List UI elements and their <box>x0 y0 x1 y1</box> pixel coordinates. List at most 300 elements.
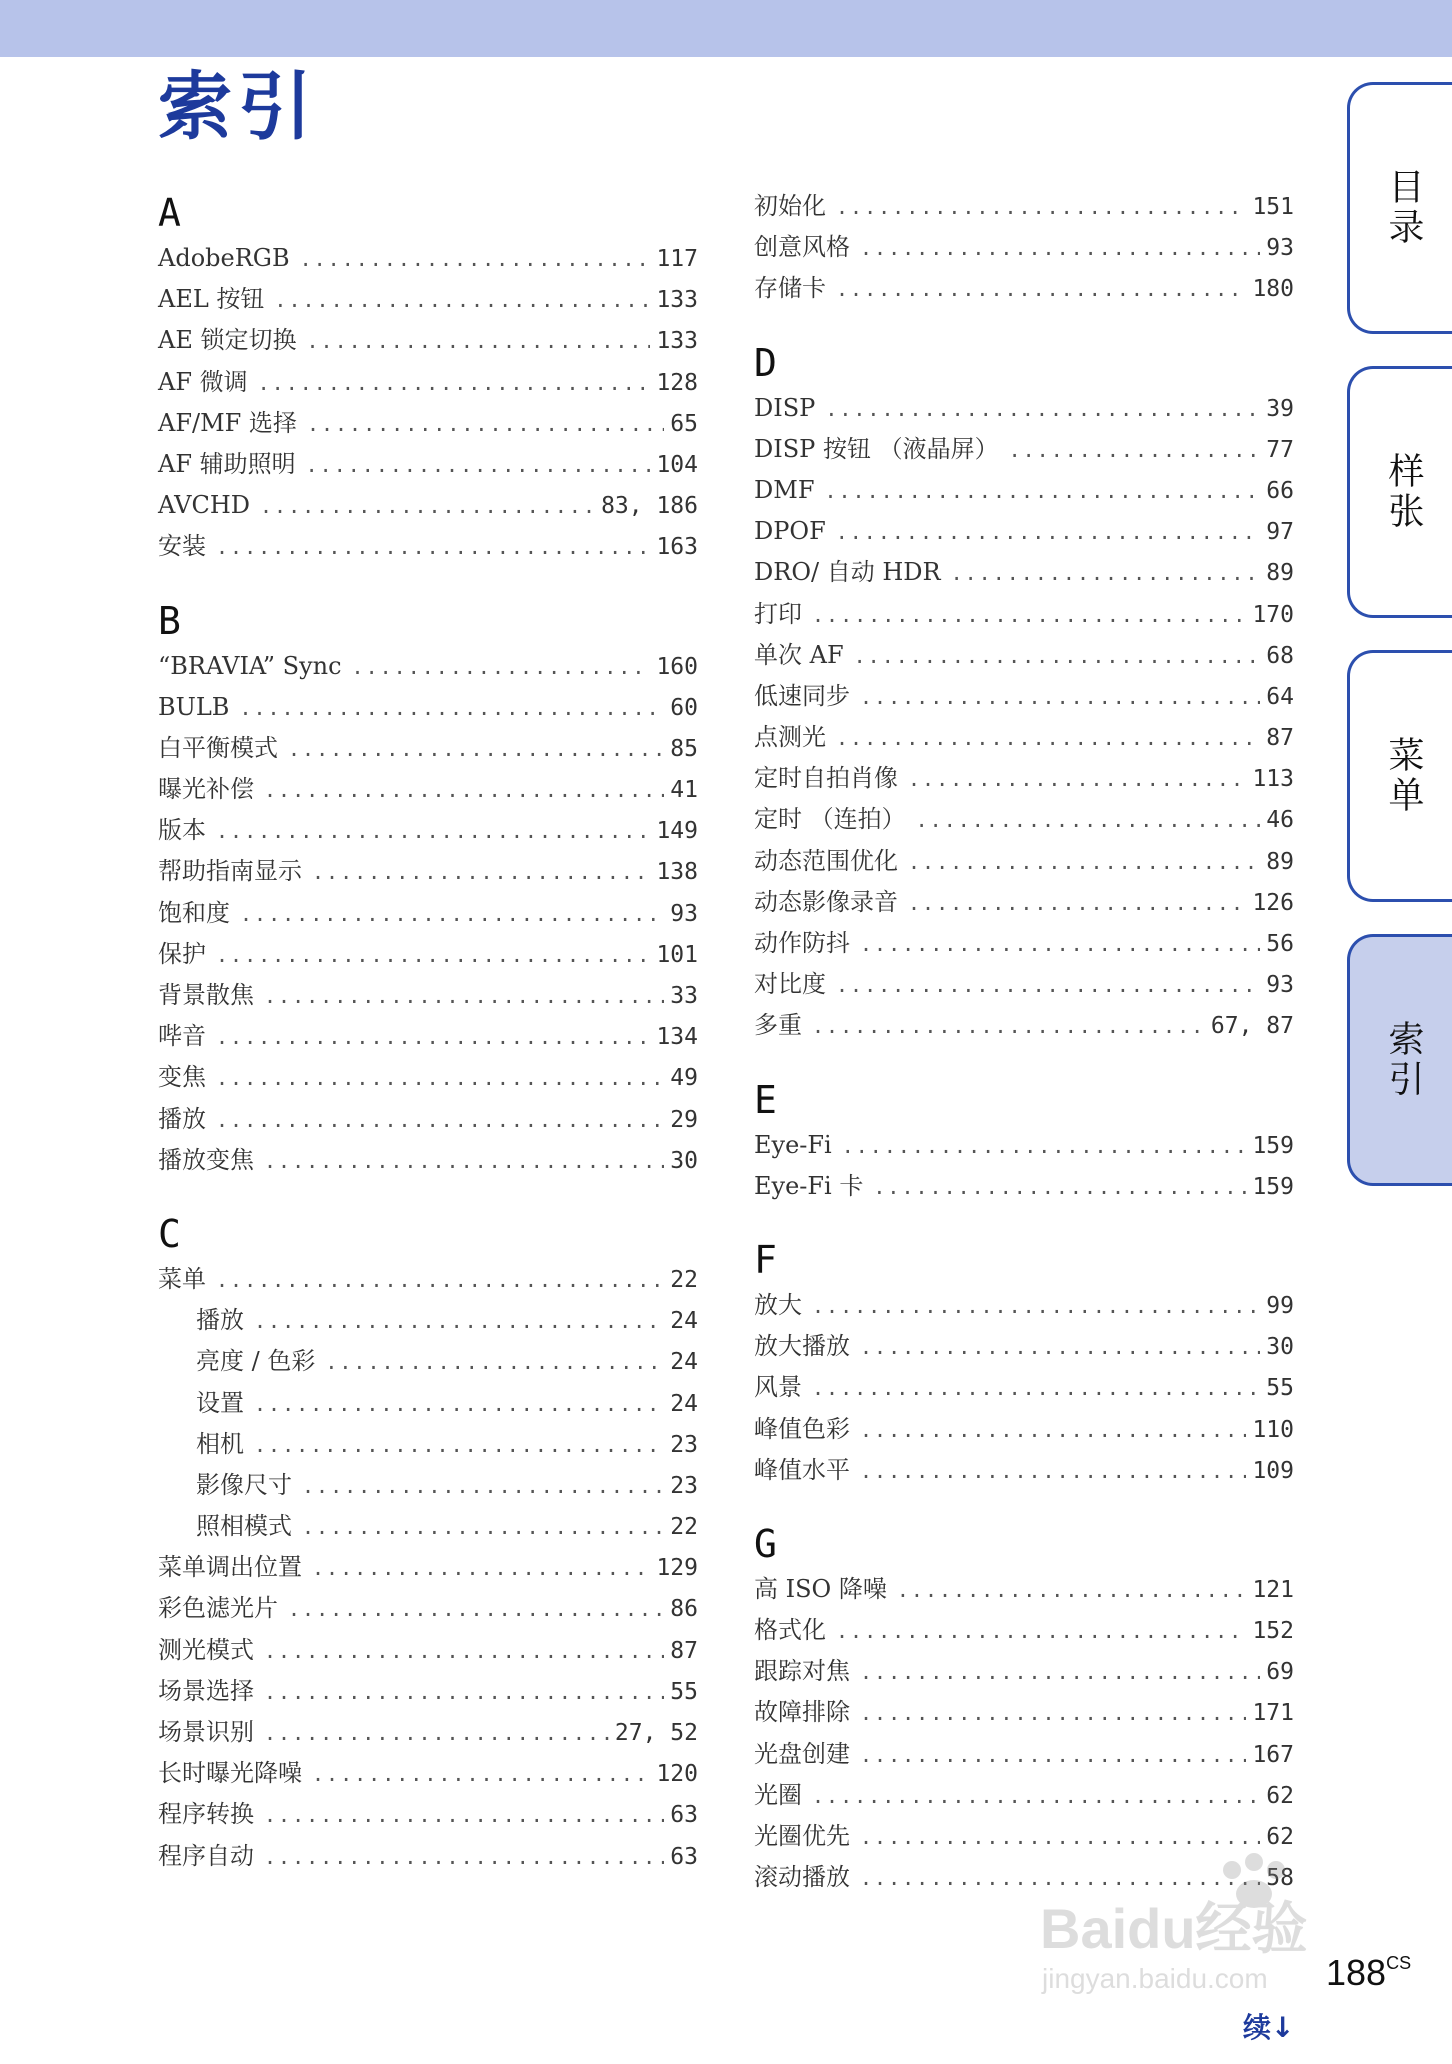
index-term: 定时 （连拍） <box>754 805 906 834</box>
index-term: 播放变焦 <box>158 1145 254 1174</box>
index-entry[interactable] <box>158 975 698 1016</box>
index-entry[interactable] <box>754 1569 1294 1610</box>
dot-leader <box>873 1167 1246 1208</box>
index-page-ref[interactable]: 120 <box>656 1761 698 1788</box>
dot-leader <box>258 363 651 404</box>
index-page-ref[interactable]: 39 <box>1266 395 1294 422</box>
index-term: 播放 <box>158 1104 206 1133</box>
index-term: 存储卡 <box>754 274 826 303</box>
index-entry[interactable] <box>158 1057 698 1098</box>
index-page-ref[interactable]: 49 <box>670 1065 698 1092</box>
index-entry[interactable] <box>158 1506 698 1547</box>
index-entry[interactable] <box>754 964 1294 1005</box>
index-page-ref[interactable]: 41 <box>670 777 698 804</box>
dot-leader <box>842 1126 1247 1167</box>
index-page-ref[interactable]: 99 <box>1266 1292 1294 1319</box>
dot-leader <box>908 759 1246 800</box>
dot-leader <box>860 1735 1246 1776</box>
index-page-ref[interactable]: 24 <box>670 1349 698 1376</box>
dot-leader <box>860 1693 1246 1734</box>
index-page-ref[interactable]: 22 <box>670 1514 698 1541</box>
index-term: 初始化 <box>754 192 826 220</box>
dot-leader <box>302 1466 664 1507</box>
index-term: 彩色滤光片 <box>158 1594 278 1623</box>
index-term: 变焦 <box>158 1063 206 1092</box>
index-page-ref[interactable]: 63 <box>670 1802 698 1829</box>
index-entry[interactable] <box>158 485 698 526</box>
dot-leader <box>908 883 1246 924</box>
index-entry[interactable] <box>158 444 698 485</box>
index-entry[interactable] <box>754 1285 1294 1326</box>
dot-leader <box>306 321 650 362</box>
index-page-ref[interactable]: 163 <box>656 534 698 561</box>
index-term: 菜单 <box>158 1264 206 1293</box>
index-entry[interactable] <box>754 635 1294 676</box>
index-page-ref[interactable]: 65 <box>670 410 698 437</box>
index-page-ref[interactable]: 151 <box>1252 194 1294 220</box>
index-entry[interactable] <box>158 1341 698 1382</box>
index-term: 设置 <box>196 1388 244 1417</box>
index-entry[interactable] <box>754 758 1294 799</box>
index-entry[interactable] <box>754 841 1294 882</box>
dot-leader <box>860 1327 1260 1368</box>
dot-leader <box>916 800 1261 841</box>
index-entry[interactable] <box>754 388 1294 429</box>
section-f-list <box>754 1285 1294 1491</box>
index-page-ref[interactable]: 27, 52 <box>614 1720 698 1746</box>
dot-leader <box>240 894 664 935</box>
index-term: 创意风格 <box>754 233 850 262</box>
dot-leader <box>860 1858 1260 1899</box>
index-term: 定时自拍肖像 <box>754 764 898 793</box>
index-entry[interactable] <box>158 238 698 279</box>
dot-leader <box>264 770 664 811</box>
index-entry[interactable] <box>754 1734 1294 1775</box>
index-entry[interactable] <box>158 1383 698 1424</box>
index-entry[interactable] <box>754 1775 1294 1816</box>
index-page-ref[interactable]: 86 <box>670 1596 698 1623</box>
index-page-ref[interactable]: 46 <box>1266 807 1294 834</box>
index-entry[interactable] <box>754 1367 1294 1408</box>
dot-leader <box>216 935 650 976</box>
dot-leader <box>300 239 651 280</box>
index-entry[interactable] <box>158 893 698 934</box>
dot-leader <box>264 1795 664 1836</box>
index-term: 程序转换 <box>158 1800 254 1829</box>
index-term: DPOF <box>754 517 826 546</box>
index-entry[interactable] <box>754 1816 1294 1857</box>
tab-label: 目录 <box>1383 168 1424 248</box>
index-entry[interactable] <box>158 1300 698 1341</box>
dot-leader <box>260 486 595 527</box>
index-term: 动态影像录音 <box>754 887 898 916</box>
index-term: “BRAVIA” Sync <box>158 651 342 680</box>
dot-leader <box>254 1301 664 1342</box>
index-term: AF 微调 <box>158 367 248 396</box>
index-entry[interactable] <box>158 1099 698 1140</box>
section-c-continued-list <box>754 186 1294 310</box>
index-page-ref[interactable]: 30 <box>670 1147 698 1174</box>
index-page-ref[interactable]: 62 <box>1266 1782 1294 1809</box>
index-page-ref[interactable]: 133 <box>656 328 698 355</box>
index-page-ref[interactable]: 93 <box>1266 972 1294 999</box>
index-page-ref[interactable]: 117 <box>656 246 698 272</box>
index-entry[interactable] <box>754 1450 1294 1491</box>
index-term: AE 锁定切换 <box>158 326 297 355</box>
dot-leader <box>264 1672 664 1713</box>
index-page-ref[interactable]: 89 <box>1266 560 1294 587</box>
tab-table-of-contents[interactable] <box>1347 82 1452 334</box>
index-term: 多重 <box>754 1011 802 1040</box>
index-entry[interactable] <box>754 676 1294 717</box>
dot-leader <box>216 1058 664 1099</box>
dot-leader <box>216 1100 664 1141</box>
tab-label: 菜单 <box>1383 736 1424 816</box>
tab-index[interactable] <box>1347 934 1452 1186</box>
dot-leader <box>264 976 664 1017</box>
index-page-ref[interactable]: 24 <box>670 1390 698 1417</box>
index-entry[interactable] <box>158 1794 698 1835</box>
index-entry[interactable] <box>158 769 698 810</box>
index-term: AF 辅助照明 <box>158 449 296 478</box>
index-entry[interactable] <box>754 1326 1294 1367</box>
index-page-ref[interactable]: 60 <box>670 694 698 721</box>
index-term: 故障排除 <box>754 1698 850 1727</box>
index-page-ref[interactable]: 134 <box>656 1024 698 1051</box>
index-entry[interactable] <box>158 1465 698 1506</box>
dot-leader <box>325 1342 664 1383</box>
index-page-ref[interactable]: 66 <box>1266 477 1294 504</box>
index-entry[interactable] <box>158 279 698 320</box>
dot-leader <box>239 688 664 729</box>
index-term: 峰值色彩 <box>754 1414 850 1443</box>
page-number-value: 188 <box>1326 1952 1387 1993</box>
dot-leader <box>216 811 650 852</box>
dot-leader <box>812 595 1246 636</box>
page-number-suffix: CS <box>1386 1953 1412 1973</box>
index-term: AF/MF 选择 <box>158 408 297 437</box>
index-page-ref[interactable]: 87 <box>1266 725 1294 752</box>
dot-leader <box>860 1451 1246 1492</box>
index-page-ref[interactable]: 129 <box>656 1555 698 1582</box>
index-entry[interactable] <box>158 1712 698 1753</box>
section-c-list <box>158 1259 698 1877</box>
index-term: 照相模式 <box>196 1512 292 1541</box>
dot-leader <box>254 1384 664 1425</box>
index-entry[interactable] <box>158 810 698 851</box>
index-entry[interactable] <box>158 728 698 769</box>
index-term: 白平衡模式 <box>158 733 278 762</box>
index-page-ref[interactable]: 109 <box>1252 1457 1294 1484</box>
index-page-ref[interactable]: 63 <box>670 1843 698 1870</box>
index-page-ref[interactable]: 85 <box>670 735 698 762</box>
index-page-ref[interactable]: 93 <box>670 900 698 927</box>
index-entry[interactable] <box>158 403 698 444</box>
index-page-ref[interactable]: 133 <box>656 287 698 314</box>
index-page-ref[interactable]: 30 <box>1266 1334 1294 1361</box>
index-page-ref[interactable]: 159 <box>1252 1173 1294 1200</box>
section-letter-c: C <box>158 1211 181 1256</box>
index-term: 场景识别 <box>158 1718 254 1746</box>
index-page-ref[interactable]: 22 <box>670 1266 698 1293</box>
index-term: 曝光补偿 <box>158 775 254 804</box>
dot-leader <box>836 965 1260 1006</box>
index-page-ref[interactable]: 180 <box>1252 276 1294 303</box>
index-term: 保护 <box>158 939 206 968</box>
index-entry[interactable] <box>158 1140 698 1181</box>
index-entry[interactable] <box>158 362 698 403</box>
index-term: 饱和度 <box>158 898 230 927</box>
index-page-ref[interactable]: 55 <box>670 1678 698 1705</box>
index-entry[interactable] <box>754 1125 1294 1166</box>
index-page-ref[interactable]: 89 <box>1266 848 1294 875</box>
index-page-ref[interactable]: 58 <box>1266 1865 1294 1892</box>
index-entry[interactable] <box>754 227 1294 268</box>
index-term: DMF <box>754 475 815 504</box>
continued-link[interactable]: 续↓ <box>1243 2011 1295 2044</box>
section-g-list <box>754 1569 1294 1899</box>
index-term: 光盘创建 <box>754 1739 850 1768</box>
index-entry[interactable] <box>754 511 1294 552</box>
index-entry[interactable] <box>754 552 1294 593</box>
index-entry[interactable] <box>158 934 698 975</box>
dot-leader <box>824 471 1260 512</box>
index-entry[interactable] <box>158 1259 698 1300</box>
index-term: AEL 按钮 <box>158 285 265 314</box>
index-page-ref[interactable]: 23 <box>670 1431 698 1458</box>
index-page-ref[interactable]: 170 <box>1252 601 1294 628</box>
dot-leader <box>854 636 1261 677</box>
index-page-ref[interactable]: 113 <box>1252 766 1294 793</box>
dot-leader <box>860 1410 1246 1451</box>
index-entry[interactable] <box>754 429 1294 470</box>
dot-leader <box>264 1837 664 1878</box>
dot-leader <box>812 1006 1205 1047</box>
index-page-ref[interactable]: 104 <box>656 451 698 478</box>
index-term: 滚动播放 <box>754 1863 850 1892</box>
dot-leader <box>274 280 650 321</box>
index-entry[interactable] <box>158 1547 698 1588</box>
dot-leader <box>264 1631 664 1672</box>
index-term: 长时曝光降噪 <box>158 1759 302 1788</box>
index-page-ref[interactable]: 67, 87 <box>1210 1013 1294 1040</box>
dot-leader <box>836 718 1260 759</box>
dot-leader <box>836 1611 1246 1652</box>
index-entry[interactable] <box>158 687 698 728</box>
index-term: DISP 按钮 （液晶屏） <box>754 434 999 463</box>
dot-leader <box>288 1589 664 1630</box>
dot-leader <box>264 1141 664 1182</box>
index-entry[interactable] <box>158 320 698 361</box>
dot-leader <box>860 228 1260 269</box>
dot-leader <box>312 1754 650 1795</box>
section-a-list <box>158 238 698 568</box>
top-color-band <box>0 0 1452 57</box>
index-term: 对比度 <box>754 970 826 999</box>
index-entry[interactable] <box>754 923 1294 964</box>
index-entry[interactable] <box>754 1610 1294 1651</box>
index-entry[interactable] <box>754 1409 1294 1450</box>
dot-leader <box>254 1425 664 1466</box>
index-term: 光圈 <box>754 1780 802 1809</box>
index-page-ref[interactable]: 93 <box>1266 235 1294 262</box>
index-term: Eye-Fi <box>754 1130 832 1159</box>
index-term: Eye-Fi 卡 <box>754 1171 864 1200</box>
index-page-ref[interactable]: 101 <box>656 941 698 968</box>
dot-leader <box>860 1652 1260 1693</box>
index-entry[interactable] <box>754 268 1294 309</box>
index-term: 光圈优先 <box>754 1822 850 1850</box>
index-entry[interactable] <box>158 1671 698 1712</box>
section-d-list <box>754 388 1294 1047</box>
section-letter-e: E <box>754 1077 777 1122</box>
index-entry[interactable] <box>158 1588 698 1629</box>
index-page-ref[interactable]: 128 <box>656 369 698 396</box>
dot-leader <box>836 512 1261 553</box>
dot-leader <box>897 1570 1247 1611</box>
dot-leader <box>951 553 1261 594</box>
dot-leader <box>908 842 1260 883</box>
index-entry[interactable] <box>158 851 698 892</box>
tab-label: 样张 <box>1383 452 1424 532</box>
index-page-ref[interactable]: 121 <box>1252 1576 1294 1603</box>
index-term: 程序自动 <box>158 1841 254 1870</box>
section-letter-a: A <box>158 191 181 235</box>
dot-leader <box>812 1286 1260 1327</box>
dot-leader <box>836 269 1246 310</box>
index-page-ref[interactable]: 23 <box>670 1472 698 1499</box>
index-column-right <box>754 186 1294 1898</box>
dot-leader <box>860 924 1260 965</box>
tab-sample-photos[interactable] <box>1347 366 1452 618</box>
tab-menu[interactable] <box>1347 650 1452 902</box>
index-page-ref[interactable]: 160 <box>656 653 698 680</box>
index-page-ref[interactable]: 149 <box>656 818 698 845</box>
dot-leader <box>825 389 1260 430</box>
index-term: 背景散焦 <box>158 981 254 1009</box>
dot-leader <box>812 1368 1260 1409</box>
dot-leader <box>216 527 650 568</box>
index-term: AVCHD <box>158 491 251 520</box>
index-term: DRO/ 自动 HDR <box>754 558 941 587</box>
index-entry[interactable] <box>158 646 698 687</box>
dot-leader <box>860 677 1260 718</box>
dot-leader <box>836 187 1246 228</box>
index-entry[interactable] <box>754 1166 1294 1207</box>
index-term: 影像尺寸 <box>196 1470 292 1499</box>
index-entry[interactable] <box>754 1692 1294 1733</box>
index-page-ref[interactable]: 152 <box>1252 1618 1294 1645</box>
dot-leader <box>216 1017 650 1058</box>
index-page-ref[interactable]: 110 <box>1252 1416 1294 1443</box>
index-term: AdobeRGB <box>158 244 290 272</box>
index-page-ref[interactable]: 69 <box>1266 1659 1294 1686</box>
index-entry[interactable] <box>158 1753 698 1794</box>
index-page-ref[interactable]: 68 <box>1266 642 1294 669</box>
index-entry[interactable] <box>754 799 1294 840</box>
index-page-ref[interactable]: 33 <box>670 983 698 1009</box>
section-e-list <box>754 1125 1294 1207</box>
index-page-ref[interactable]: 171 <box>1252 1700 1294 1727</box>
index-entry[interactable] <box>754 594 1294 635</box>
index-page-ref[interactable]: 167 <box>1252 1741 1294 1768</box>
dot-leader <box>312 1548 650 1589</box>
index-page-ref[interactable]: 97 <box>1266 519 1294 546</box>
index-term: 哔音 <box>158 1022 206 1051</box>
index-entry[interactable] <box>158 1424 698 1465</box>
watermark-url: jingyan.baidu.com <box>1042 1963 1268 1994</box>
index-page-ref[interactable]: 159 <box>1252 1132 1294 1159</box>
index-entry[interactable] <box>158 526 698 567</box>
page-number <box>1326 1952 1411 1994</box>
index-term: BULB <box>158 692 230 721</box>
tab-label: 索引 <box>1383 1020 1424 1100</box>
index-page-ref[interactable]: 55 <box>1266 1375 1294 1402</box>
index-term: 菜单调出位置 <box>158 1553 302 1582</box>
index-term: 亮度 / 色彩 <box>196 1347 316 1376</box>
dot-leader <box>1009 430 1261 471</box>
index-term: 格式化 <box>754 1616 826 1645</box>
index-term: 相机 <box>196 1429 244 1458</box>
index-page-ref[interactable]: 138 <box>656 859 698 886</box>
index-term: 场景选择 <box>158 1676 254 1705</box>
index-entry[interactable] <box>754 470 1294 511</box>
index-column-left <box>158 188 698 1877</box>
index-term: 版本 <box>158 816 206 845</box>
index-term: 单次 AF <box>754 640 844 669</box>
index-page-ref[interactable]: 83, 186 <box>601 493 698 520</box>
dot-leader <box>306 445 651 486</box>
index-entry[interactable] <box>754 1005 1294 1046</box>
watermark-brand: Baidu经验 <box>1040 1897 1308 1960</box>
index-page-ref[interactable]: 56 <box>1266 931 1294 957</box>
index-term: 点测光 <box>754 723 826 752</box>
index-page-ref[interactable]: 77 <box>1266 436 1294 463</box>
dot-leader <box>352 647 651 688</box>
index-term: 动作防抖 <box>754 929 850 957</box>
index-entry[interactable] <box>754 882 1294 923</box>
index-page-ref[interactable]: 29 <box>670 1106 698 1133</box>
index-entry[interactable] <box>754 717 1294 758</box>
page-title: 索引 <box>158 64 318 150</box>
dot-leader <box>860 1817 1260 1858</box>
index-term: 风景 <box>754 1373 802 1402</box>
index-term: 动态范围优化 <box>754 846 898 875</box>
index-page-ref[interactable]: 62 <box>1266 1824 1294 1850</box>
index-entry[interactable] <box>754 1857 1294 1898</box>
index-entry[interactable] <box>754 1651 1294 1692</box>
section-letter-b: B <box>158 598 181 643</box>
index-term: 测光模式 <box>158 1635 254 1664</box>
index-page-ref[interactable]: 24 <box>670 1308 698 1335</box>
index-entry[interactable] <box>754 186 1294 227</box>
dot-leader <box>302 1507 664 1548</box>
index-page-ref[interactable]: 126 <box>1252 889 1294 916</box>
index-page-ref[interactable]: 64 <box>1266 683 1294 710</box>
index-term: 帮助指南显示 <box>158 857 302 886</box>
index-term: 安装 <box>158 532 206 561</box>
index-entry[interactable] <box>158 1836 698 1877</box>
index-entry[interactable] <box>158 1630 698 1671</box>
index-term: 打印 <box>754 599 802 628</box>
dot-leader <box>264 1713 609 1754</box>
index-term: 播放 <box>196 1306 244 1335</box>
index-term: 放大播放 <box>754 1332 850 1361</box>
index-page-ref[interactable]: 87 <box>670 1637 698 1664</box>
dot-leader <box>288 729 664 770</box>
index-entry[interactable] <box>158 1016 698 1057</box>
dot-leader <box>307 404 664 445</box>
